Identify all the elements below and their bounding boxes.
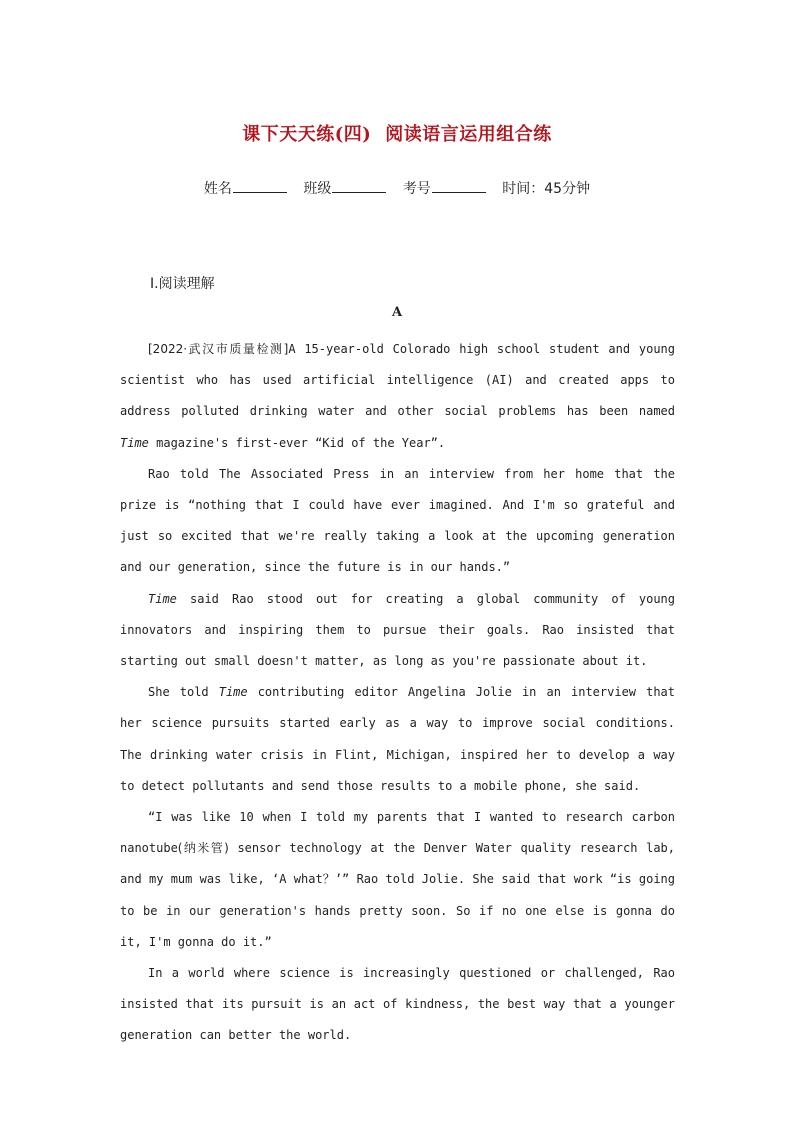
- paragraph-5: “I was like 10 when I told my parents that I wanted to research carbon nanotube(纳米管) sensor technology at the Denver Water quality research lab, and my mum was like, ‘A what？’” Rao told Jolie. She said that work “is going to be in our generation's hands pretty soon. So if no one else is gonna do it, I'm gonna do it.”: [120, 810, 675, 949]
- title-part-1: 课下天天练(四): [242, 124, 372, 145]
- passage-letter: A: [391, 305, 403, 320]
- magazine-name: Time: [218, 685, 248, 700]
- page-title: [0, 120, 794, 146]
- number-field: 考号: [403, 178, 486, 198]
- paragraph-4: She told Time contributing editor Angelina Jolie in an interview that her science pursuits started early as a way to improve social conditions. The drinking water crisis in Flint, Michigan, inspired her to develop a way to detect pollutants and send those results to a mobile phone, she said.: [120, 685, 675, 793]
- paragraph-6: In a world where science is increasingly questioned or challenged, Rao insisted that its pursuit is an act of kindness, the best way that a younger generation can better the world.: [120, 966, 675, 1043]
- name-blank: [233, 180, 287, 193]
- paragraph-2: Rao told The Associated Press in an interview from her home that the prize is “nothing that I could have ever imagined. And I'm so grateful and just so excited that we're really taking a look at the upcoming generation and our generation, since the future is in our hands.”: [120, 466, 675, 575]
- class-field: 班级: [303, 178, 386, 198]
- number-blank: [432, 180, 486, 193]
- source-tag: [2022·武汉市质量检测]: [148, 342, 289, 356]
- passage-body: [120, 334, 675, 1052]
- title-part-2: 阅读语言运用组合练: [385, 124, 552, 145]
- paragraph-3: Time said Rao stood out for creating a global community of young innovators and inspiring them to pursue their goals. Rao insisted that starting out small doesn't matter, as long as you're passionate about it.: [120, 591, 675, 669]
- magazine-name: Time: [120, 435, 149, 450]
- name-field: 姓名: [204, 178, 287, 198]
- paragraph-1: [2022·武汉市质量检测]A 15-year-old Colorado high school student and young scientist who has used artificial intelligence (AI) and created apps to address polluted drinking water and other social problems has been named Time magazine's first-ever “Kid of the Year”.: [120, 342, 676, 450]
- chinese-gloss: (纳米管): [177, 841, 229, 856]
- section-heading: Ⅰ.阅读理解: [150, 276, 215, 292]
- student-info-row: [0, 178, 794, 198]
- magazine-name: Time: [148, 591, 177, 606]
- class-blank: [332, 180, 386, 193]
- time-field: 时间：45分钟: [502, 181, 591, 197]
